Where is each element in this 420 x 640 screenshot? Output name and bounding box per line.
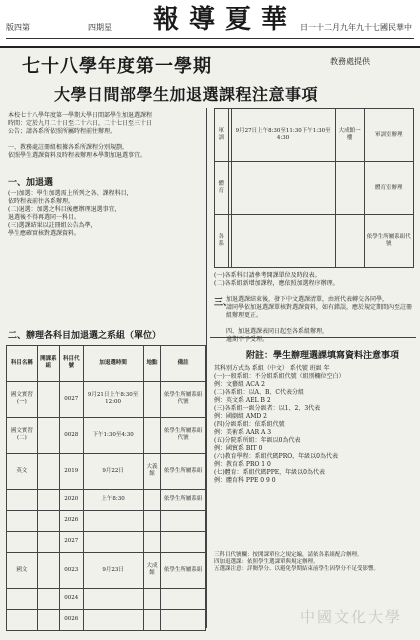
masthead-band: [0, 0, 420, 48]
table-cell: 下午1:30至4:30: [83, 417, 143, 453]
table-cell: 依學生所屬系組代號: [364, 215, 413, 268]
table-row: [7, 609, 206, 630]
table-row: [215, 109, 414, 162]
form-title: 附註：學生辦理選課填寫資料注意事項: [246, 351, 400, 361]
section-heading: 二、辦理各科目加退選之系組（單位）: [8, 331, 162, 341]
table-header: 科目名稱: [7, 346, 38, 382]
table-header: 地點: [143, 346, 161, 382]
table-cell: 9月27日上午8:30至11:30下午1:30至4:30: [231, 109, 335, 162]
table-cell: [335, 215, 364, 268]
table-cell: [37, 417, 59, 453]
intro-text: 本校七十八學年度第一學期大學日間部學生加退選課程 時間：定於九月二十日至二十六日，二十七日至三十日 公告；請各系所依照所屬時程前往辦理。 一、教務處註冊組根據各系所課程分別規劃， 依照學生選課資料及時程表辦理本學期加退選事宜。: [8, 112, 153, 159]
table-cell: 大成館: [143, 552, 161, 588]
table-cell: [231, 215, 335, 268]
table-row: [7, 588, 206, 609]
schedule-table: [214, 108, 414, 268]
table-row: [7, 510, 206, 531]
masthead-title: [150, 4, 290, 36]
masthead-char: 導: [188, 5, 215, 35]
table-cell: [143, 417, 161, 453]
table-cell: [143, 588, 161, 609]
table-cell: 依學生所屬系組: [161, 453, 206, 489]
table-cell: [37, 552, 59, 588]
form-instructions: 其科別方式為 系組（中文） 系代號 班級 年 (一)一般系組：不分組系組代號（組別欄位空白） 例：文藝組 ACA 2 (二)各系組：以A、B、C代表分組 例：英文系 AEL B 2 (三)各系組一級分級者：以1、2、3代表 例：國劇組 AMD 2 (四)分級系組：依系組代號 例：美術系 AAR A 3 (五)分院系所組：年級以0為代表 例：國貿系 BIT 0 (六)教育學程：系組代碼PRO，年級以0為代表 例：教育系 PRO 1 0 (七)體育：系組代碼PPE，年級以0為代表 例：體育科 PPE 0 9 0: [214, 365, 345, 484]
table-cell: [37, 381, 59, 417]
table-row: [7, 489, 206, 510]
table-cell: [37, 531, 59, 552]
table-cell: [143, 381, 161, 417]
table-cell: [161, 588, 206, 609]
table-cell: 國文實習(二): [7, 417, 38, 453]
table-cell: [37, 489, 59, 510]
table-cell: [143, 489, 161, 510]
table-cell: [7, 489, 38, 510]
table-cell: 軍訓室辦理: [364, 109, 413, 162]
table-cell: [161, 531, 206, 552]
table-cell: 9月21日上午8:30至12:00: [83, 381, 143, 417]
table-cell: 9月23日: [83, 552, 143, 588]
table-cell: [143, 510, 161, 531]
divider: [6, 38, 414, 39]
table-cell: [7, 588, 38, 609]
section-heading: 三、: [214, 298, 233, 308]
table-header: 開課系組: [37, 346, 59, 382]
table-row: [7, 552, 206, 588]
table-cell: 依學生所屬系組: [161, 489, 206, 510]
table-header: 加退選時間: [83, 346, 143, 382]
section-text: (一)加選：學生加選需上所列之各、課程科目， 依時程表前往各系辦理。 (二)退選：加選之科目後應辦理退選事宜， 退選後不得再選同一科目。 (三)選課結果以註冊組公告為準， 學生應確實核對選課資料。: [8, 190, 133, 237]
weekday-label: 四期星: [88, 23, 112, 32]
table-cell: 2026: [59, 510, 83, 531]
section-text: 加退選課結束後，發下中文選課清單，由班代表轉交各同學， 請同學依加退選課單核對選課資料，如有錯誤，應於規定期間內至註冊組辦理更正。 四、加退選課表同日起至各系組辦理， 逾期不予受理。: [226, 296, 413, 343]
column-divider: [206, 108, 207, 628]
table-row: [7, 531, 206, 552]
table-cell: [231, 162, 335, 215]
table-cell: [161, 609, 206, 630]
table-row: [7, 453, 206, 489]
table-cell: 2027: [59, 531, 83, 552]
footer-text: 三科目代號欄：按開課單位之規定編，請依各系組配合辦理。 四加退選課：依照學生選課單與規定辦理。 五選課注意：詳閱學分、以避免學期結束前學生因學分不足受影響。: [214, 552, 380, 572]
date-label: 日一十二月九年九十七國民華中: [300, 23, 412, 32]
table-cell: 2019: [59, 453, 83, 489]
table-cell: [83, 588, 143, 609]
table-cell: [7, 531, 38, 552]
table-cell: 0026: [59, 609, 83, 630]
table-cell: 軍訓: [215, 109, 229, 162]
table-cell: 上午8:30: [83, 489, 143, 510]
table-cell: 2020: [59, 489, 83, 510]
table-cell: 英文: [7, 453, 38, 489]
watermark: 中國文化大學: [300, 608, 403, 626]
table-cell: [161, 510, 206, 531]
table-cell: [143, 609, 161, 630]
department-credit: 教務處提供: [330, 57, 370, 66]
table-notes: (一)各系科目請參考開課單位及時段表。 (二)各系組新增加課程，應依照加選程序辦理。: [214, 272, 339, 287]
table-cell: [7, 609, 38, 630]
table-cell: 各系: [215, 215, 229, 268]
table-row: [7, 381, 206, 417]
table-header: 備註: [161, 346, 206, 382]
table-cell: [83, 531, 143, 552]
page-subtitle: 大學日間部學生加退選課程注意事項: [54, 85, 319, 104]
table-cell: [37, 588, 59, 609]
table-cell: 國文: [7, 552, 38, 588]
table-cell: 0024: [59, 588, 83, 609]
page-label: 版四第: [6, 23, 30, 32]
table-cell: [37, 510, 59, 531]
table-cell: [7, 510, 38, 531]
table-row: [7, 417, 206, 453]
table-cell: [37, 609, 59, 630]
table-cell: [335, 162, 364, 215]
table-cell: 體育室辦理: [364, 162, 413, 215]
table-cell: 依學生所屬系組代號: [161, 381, 206, 417]
table-row: [215, 162, 414, 215]
section-heading: 一、加退選: [8, 178, 54, 188]
masthead-char: 華: [260, 5, 287, 35]
table-cell: [83, 510, 143, 531]
table-header: 科目代號: [59, 346, 83, 382]
course-table: [6, 345, 206, 631]
table-cell: 大成館一樓: [335, 109, 364, 162]
table-cell: 體育: [215, 162, 229, 215]
divider: [210, 337, 416, 338]
table-cell: [83, 609, 143, 630]
table-cell: 依學生所屬系組: [161, 552, 206, 588]
table-cell: [143, 531, 161, 552]
table-cell: 依學生所屬系組代號: [161, 417, 206, 453]
table-cell: 國文實習(一): [7, 381, 38, 417]
table-cell: 大義館: [143, 453, 161, 489]
table-cell: 9月22日: [83, 453, 143, 489]
table-cell: 0028: [59, 417, 83, 453]
page-title: 七十八學年度第一學期: [22, 56, 212, 77]
table-cell: 0023: [59, 552, 83, 588]
masthead-char: 夏: [224, 5, 251, 35]
table-cell: 0027: [59, 381, 83, 417]
masthead-char: 報: [152, 5, 179, 35]
table-row: [215, 215, 414, 268]
table-cell: [37, 453, 59, 489]
